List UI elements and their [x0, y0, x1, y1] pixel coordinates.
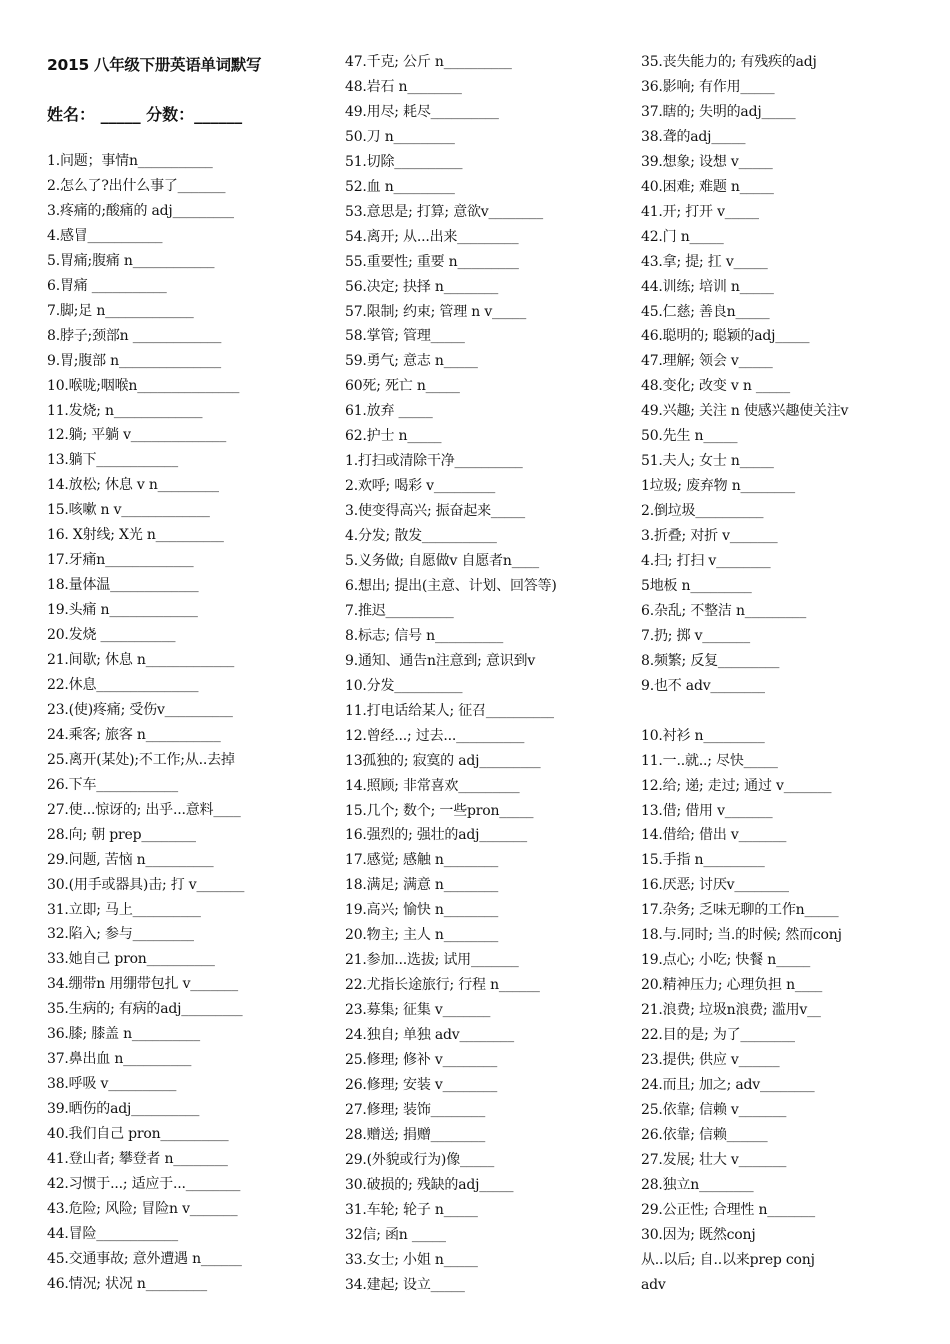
vocab-entry: 42.门 n_____	[641, 228, 724, 245]
vocab-entry: 41.开; 打开 v_____	[641, 203, 759, 220]
vocab-entry: 3.使变得高兴; 振奋起来_____	[345, 503, 525, 520]
vocab-entry: 9.通知、通告n注意到; 意识到v	[345, 652, 536, 669]
vocab-entry: 55.重要性; 重要 n_________	[345, 253, 519, 270]
vocab-entry: 49.兴趣; 关注 n 使感兴趣使关注v	[641, 403, 849, 420]
vocab-entry: 51.切除__________	[345, 153, 463, 170]
vocab-entry: 11.一..就..; 尽快_____	[641, 752, 778, 769]
vocab-entry: 18.满足; 满意 n________	[345, 877, 499, 894]
vocab-entry: 15.几个; 数个; 一些pron_____	[345, 802, 534, 819]
vocab-entry: 2.倒垃圾__________	[641, 503, 764, 520]
vocab-entry: 37.瞎的; 失明的adj_____	[641, 103, 796, 120]
vocab-entry: 30.(用手或器具)击; 打 v_______	[47, 876, 245, 893]
vocab-entry: 10.衬衫 n_________	[641, 727, 765, 744]
vocab-entry: 2.怎么了?出什么事了_______	[47, 177, 226, 194]
vocab-entry: 46.情况; 状况 n_________	[47, 1275, 207, 1292]
vocab-entry: 17.感觉; 感触 n________	[345, 852, 499, 869]
vocab-entry: 50.先生 n_____	[641, 428, 738, 445]
vocab-entry: 18.与.同时; 当.的时候; 然而conj	[641, 927, 842, 944]
vocab-entry: 34.绷带n 用绷带包扎 v_______	[47, 976, 238, 993]
vocab-entry: 4.分发; 散发___________	[345, 528, 497, 545]
vocab-entry: 14.借给; 借出 v_______	[641, 827, 787, 844]
vocab-entry: 21.参加...选拔; 试用_______	[345, 952, 519, 969]
vocab-entry: 39.想象; 设想 v_____	[641, 153, 773, 170]
vocab-entry: 13.借; 借用 v_______	[641, 802, 773, 819]
vocab-entry: 47.千克; 公斤 n__________	[345, 54, 512, 70]
vocab-entry: 22.目的是; 为了________	[641, 1027, 795, 1044]
vocab-entry: 19.头痛 n_____________	[47, 602, 198, 619]
vocab-entry: 43.危险; 风险; 冒险n v_______	[47, 1200, 238, 1217]
vocab-entry: 5.胃痛;腹痛 n____________	[47, 252, 215, 269]
vocab-entry: 26.依靠; 信赖______	[641, 1126, 768, 1143]
vocab-entry: 36.影响; 有作用_____	[641, 78, 775, 95]
vocab-entry: 1.打扫或清除干净__________	[345, 453, 523, 470]
vocab-entry: 47.理解; 领会 v_____	[641, 353, 773, 370]
vocab-entry: 54.离开; 从...出来_________	[345, 228, 519, 245]
vocab-entry: 3.折叠; 对折 v_______	[641, 528, 778, 545]
vocab-entry: 27.使...惊讶的; 出乎...意料____	[47, 801, 241, 818]
vocab-entry: 6.想出; 提出(主意、计划、回答等)	[345, 577, 557, 594]
vocab-entry: 62.护士 n_____	[345, 428, 442, 445]
vocab-entry: 18.量体温_____________	[47, 577, 199, 594]
vocab-entry: 28.独立n________	[641, 1176, 754, 1193]
vocab-entry: 29.(外貌或行为)像_____	[345, 1151, 494, 1168]
vocab-entry: 35.丧失能力的; 有残疾的adj	[641, 54, 817, 70]
vocab-entry: 48.岩石 n________	[345, 78, 462, 95]
vocab-entry: 14.放松; 休息 v n_________	[47, 477, 219, 494]
vocab-entry: 12.给; 递; 走过; 通过 v_______	[641, 777, 832, 794]
vocab-entry: 39.晒伤的adj__________	[47, 1101, 200, 1118]
vocab-entry: 31.车轮; 轮子 n_____	[345, 1201, 478, 1218]
vocab-entry: 7.扔; 掷 v_______	[641, 627, 750, 644]
vocab-entry: 40.我们自己 pron__________	[47, 1126, 229, 1143]
vocab-entry: 60死; 死亡 n_____	[345, 378, 460, 395]
vocab-entry: 42.习惯于...; 适应于...________	[47, 1175, 241, 1192]
vocab-entry: 19.点心; 小吃; 快餐 n_____	[641, 952, 811, 969]
vocab-entry: 29.公正性; 合理性 n_______	[641, 1201, 815, 1218]
vocab-entry: 22.休息_______________	[47, 676, 199, 693]
vocab-entry: 2.欢呼; 喝彩 v_________	[345, 478, 496, 495]
vocab-entry: 14.照顾; 非常喜欢_________	[345, 777, 520, 794]
vocab-entry: 25.依靠; 信赖 v_______	[641, 1101, 787, 1118]
vocab-entry: 38.呼吸 v__________	[47, 1076, 177, 1093]
vocab-entry: 45.交通事故; 意外遭遇 n______	[47, 1250, 242, 1267]
vocab-entry: 24.乘客; 旅客 n___________	[47, 726, 221, 743]
name-score-line: 姓名： _____ 分数：______	[47, 105, 243, 124]
vocab-entry: 28.赠送; 捐赠________	[345, 1126, 486, 1143]
vocab-entry: 16.厌恶; 讨厌v________	[641, 877, 789, 894]
vocab-entry: 23.募集; 征集 v_______	[345, 1002, 491, 1019]
vocab-entry: 48.变化; 改变 v n _____	[641, 378, 790, 395]
vocab-entry: 10.喉咙;咽喉n_______________	[47, 377, 240, 394]
vocab-entry: 44.冒险____________	[47, 1225, 178, 1242]
vocab-entry: 13孤独的; 寂寞的 adj_________	[345, 752, 541, 769]
vocab-entry: 5地板 n_________	[641, 577, 752, 594]
vocab-entry: 11.发烧; n_____________	[47, 402, 203, 419]
vocab-entry: 19.高兴; 愉快 n________	[345, 902, 499, 919]
vocab-entry: 49.用尽; 耗尽__________	[345, 103, 499, 120]
vocab-entry: 4.扫; 打扫 v________	[641, 553, 771, 569]
vocab-entry: 36.膝; 膝盖 n__________	[47, 1026, 200, 1043]
vocab-entry: 16. X射线; X光 n__________	[47, 527, 224, 544]
vocab-entry: 12.曾经...; 过去...__________	[345, 727, 525, 744]
vocab-entry: 6.胃痛 ___________	[47, 277, 167, 294]
vocab-entry: 50.刀 n_________	[345, 128, 455, 145]
vocab-entry: 24.而且; 加之; adv________	[641, 1076, 815, 1093]
vocab-entry: 37.鼻出血 n__________	[47, 1051, 192, 1068]
vocab-entry: 46.聪明的; 聪颖的adj_____	[641, 328, 810, 345]
vocab-entry: 13.躺下____________	[47, 452, 178, 469]
vocab-entry: 21.浪费; 垃圾n浪费; 滥用v__	[641, 1002, 821, 1019]
vocab-entry: 58.掌管; 管理_____	[345, 328, 465, 345]
vocab-entry: 25.离开(某处);不工作;从..去掉	[47, 751, 235, 768]
vocab-entry: 4.感冒___________	[47, 227, 163, 244]
vocab-entry: 15.咳嗽 n v_____________	[47, 502, 210, 519]
vocab-entry: 8.脖子;颈部n _____________	[47, 327, 222, 344]
vocab-entry: 27.修理; 装饰________	[345, 1101, 486, 1118]
vocab-entry: 11.打电话给某人; 征召__________	[345, 702, 554, 719]
vocab-entry: 12.躺; 平躺 v______________	[47, 427, 226, 444]
vocab-entry: 45.仁慈; 善良n_____	[641, 303, 770, 320]
vocab-entry: 21.间歇; 休息 n_____________	[47, 652, 235, 668]
vocab-entry: 7.推迟__________	[345, 602, 454, 619]
vocab-entry: 52.血 n_________	[345, 178, 455, 195]
vocab-entry: 29.问题, 苦恼 n__________	[47, 851, 214, 868]
vocab-entry: 51.夫人; 女士 n_____	[641, 453, 774, 470]
vocab-entry: 3.疼痛的;酸痛的 adj_________	[47, 202, 234, 219]
vocab-entry: 23.(使)疼痛; 受伤v__________	[47, 701, 233, 718]
vocab-entry: 35.生病的; 有病的adj_________	[47, 1001, 243, 1018]
vocab-entry: 6.杂乱; 不整洁 n_________	[641, 602, 806, 619]
vocab-entry: 1垃圾; 废弃物 n________	[641, 478, 795, 495]
vocab-entry: 9.胃;腹部 n_______________	[47, 352, 221, 369]
vocab-entry: 25.修理; 修补 v________	[345, 1052, 497, 1068]
vocab-entry: adv	[641, 1276, 666, 1293]
vocab-entry: 8.频繁; 反复_________	[641, 652, 780, 669]
vocab-entry: 41.登山者; 攀登者 n________	[47, 1151, 228, 1167]
vocab-entry: 20.精神压力; 心理负担 n____	[641, 977, 823, 994]
vocab-entry: 30.因为; 既然conj	[641, 1226, 756, 1243]
vocab-entry: 44.训练; 培训 n_____	[641, 278, 774, 295]
vocab-entry: 17.杂务; 乏味无聊的工作n_____	[641, 902, 839, 919]
vocab-entry: 32信; 函n _____	[345, 1226, 446, 1243]
vocab-entry: 15.手指 n_________	[641, 852, 765, 869]
vocab-entry: 17.牙痛n_____________	[47, 552, 194, 569]
vocab-entry: 56.决定; 抉择 n________	[345, 278, 499, 295]
vocab-entry: 59.勇气; 意志 n_____	[345, 353, 478, 370]
vocab-entry: 22.尤指长途旅行; 行程 n______	[345, 977, 540, 994]
vocab-entry: 26.修理; 安装 v________	[345, 1076, 497, 1093]
vocab-entry: 28.向; 朝 prep________	[47, 826, 196, 843]
vocab-entry: 33.她自己 pron__________	[47, 951, 215, 968]
vocab-entry: 8.标志; 信号 n__________	[345, 627, 503, 644]
vocab-entry: 34.建起; 设立_____	[345, 1276, 465, 1293]
vocab-entry: 53.意思是; 打算; 意欲v________	[345, 203, 543, 220]
vocab-entry: 27.发展; 壮大 v_______	[641, 1151, 787, 1168]
vocab-entry: 31.立即; 马上__________	[47, 901, 201, 918]
vocab-entry: 57.限制; 约束; 管理 n v_____	[345, 303, 527, 320]
vocab-entry: 30.破损的; 残缺的adj_____	[345, 1176, 514, 1193]
vocab-entry: 23.提供; 供应 v______	[641, 1052, 780, 1068]
vocab-entry: 7.脚;足 n_____________	[47, 302, 194, 319]
vocab-entry: 10.分发__________	[345, 677, 463, 694]
vocab-entry: 20.发烧 ___________	[47, 627, 176, 644]
vocab-entry: 20.物主; 主人 n________	[345, 927, 499, 944]
vocab-entry: 32.陷入; 参与_________	[47, 926, 194, 943]
vocab-entry: 1.问题；事情n___________	[47, 153, 213, 169]
vocab-entry: 9.也不 adv________	[641, 677, 765, 694]
vocab-entry: 5.义务做; 自愿做v 自愿者n____	[345, 553, 539, 569]
vocab-entry: 26.下车____________	[47, 776, 178, 793]
vocab-entry: 40.困难; 难题 n_____	[641, 178, 774, 195]
vocab-entry: 38.聋的adj_____	[641, 128, 746, 145]
page-title: 2015 八年级下册英语单词默写	[47, 56, 262, 74]
vocab-entry: 24.独自; 单独 adv________	[345, 1027, 514, 1044]
vocab-entry: 61.放弃 _____	[345, 403, 433, 420]
vocab-entry: 16.强烈的; 强壮的adj_______	[345, 827, 527, 844]
vocab-entry: 43.拿; 提; 扛 v_____	[641, 253, 768, 270]
vocab-entry: 33.女士; 小姐 n_____	[345, 1251, 478, 1268]
vocab-entry: 从..以后; 自..以来prep conj	[641, 1251, 815, 1268]
